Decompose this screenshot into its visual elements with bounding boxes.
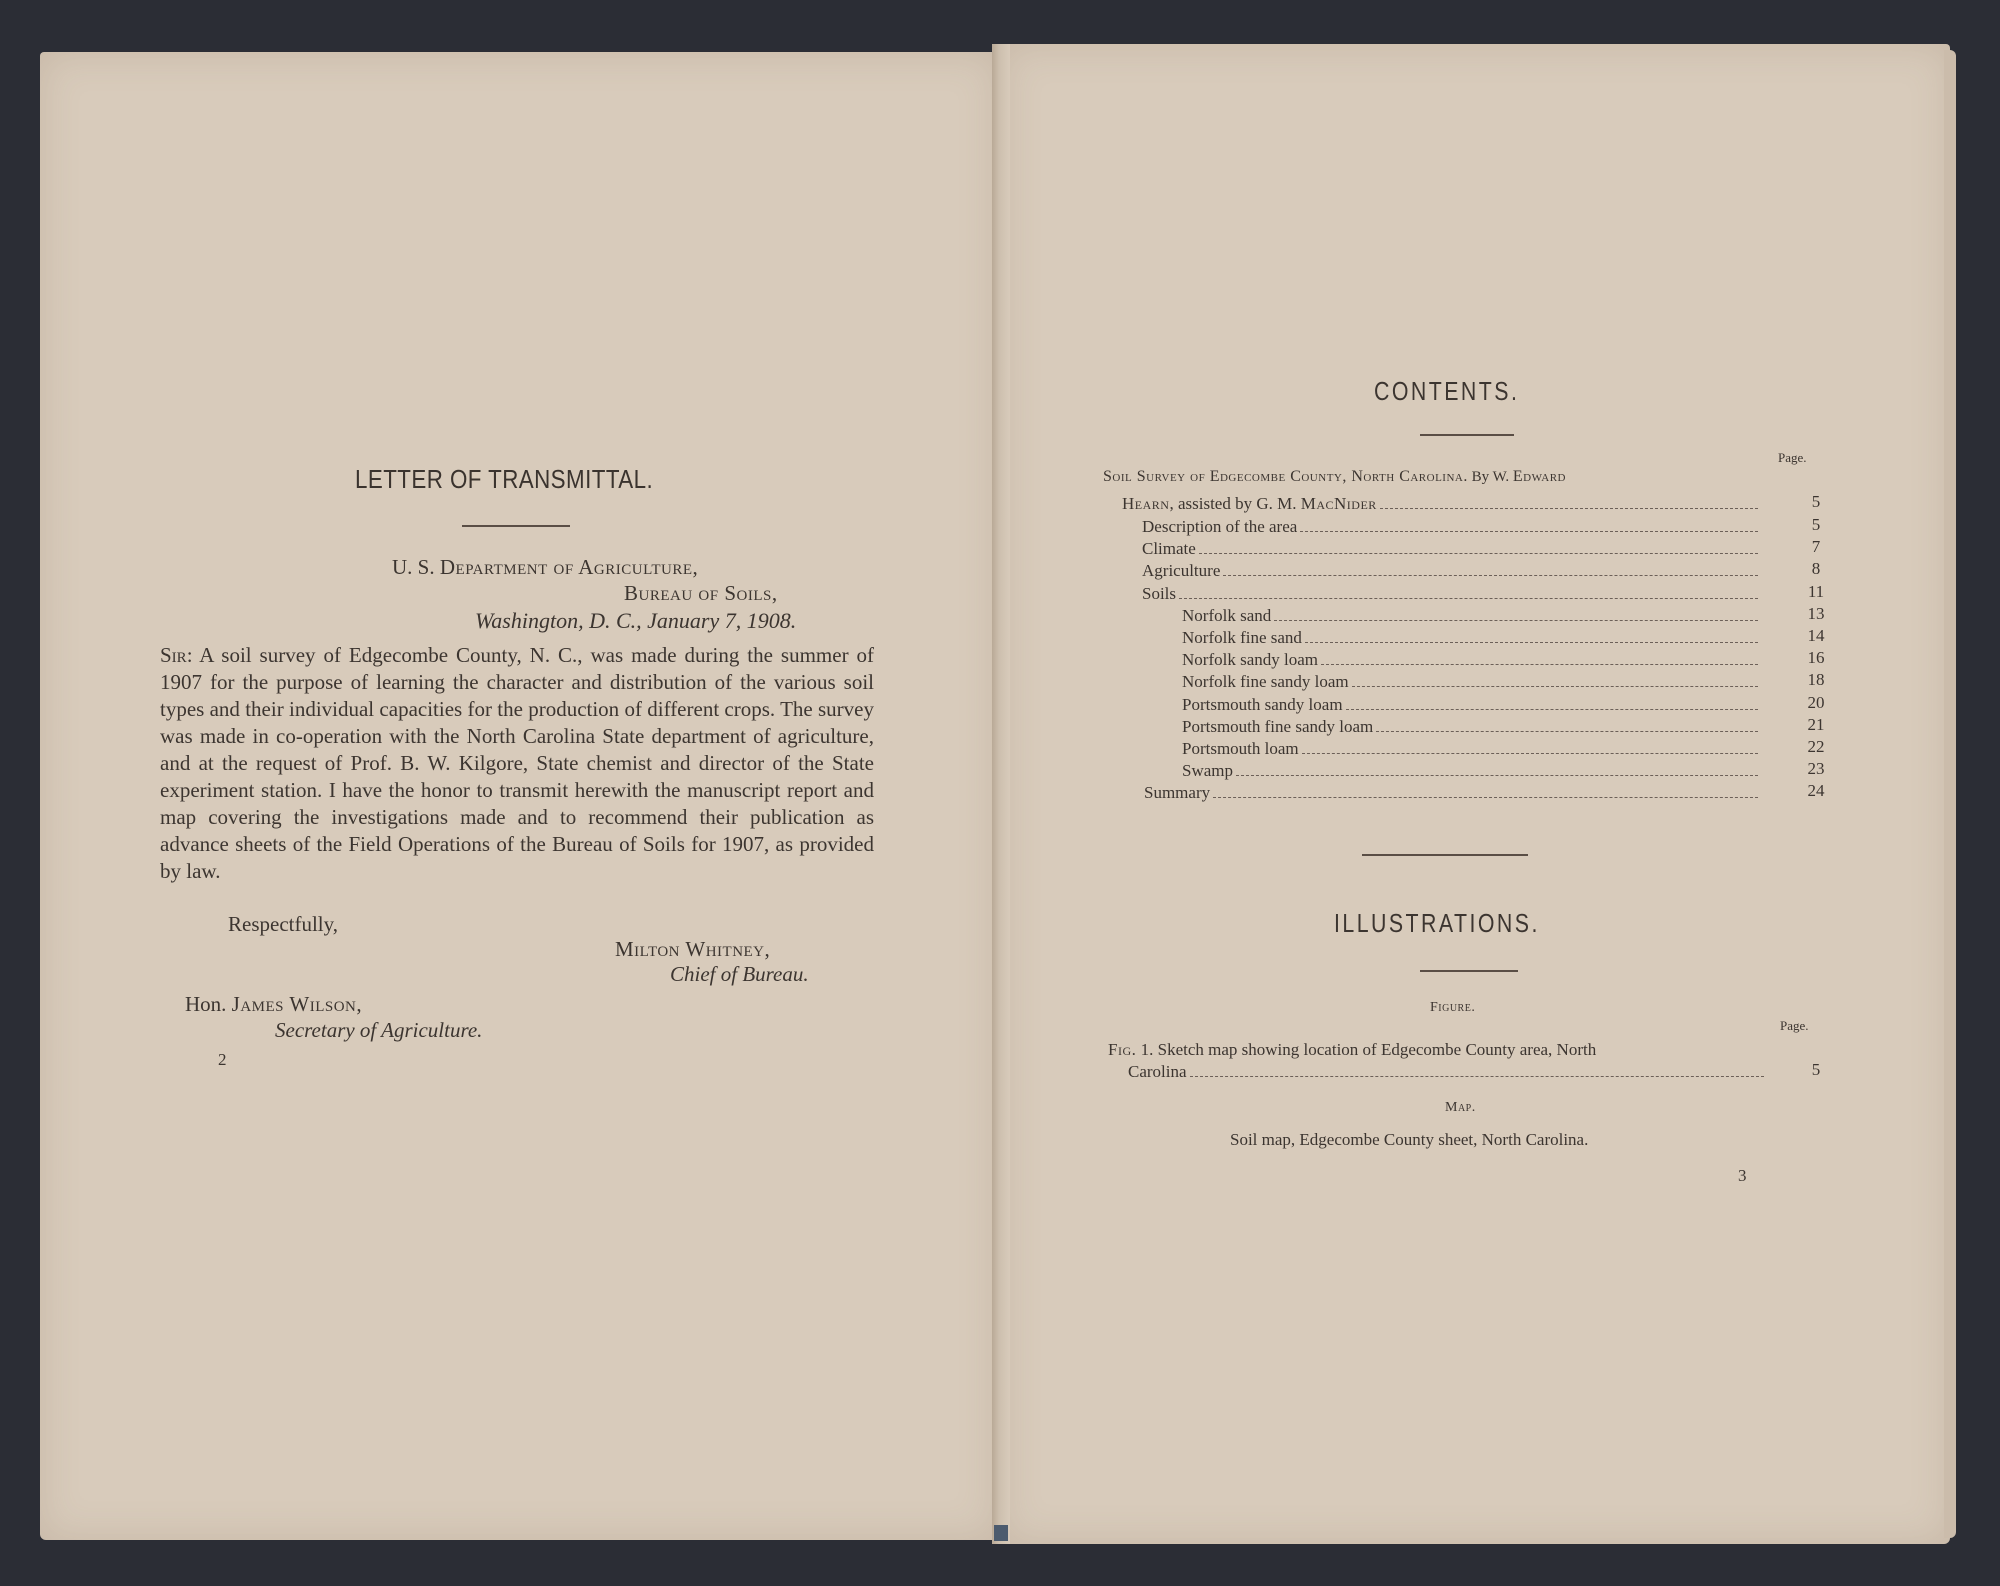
leader-dots — [1179, 598, 1758, 599]
toc-entry-label: Norfolk fine sandy loam — [1182, 672, 1349, 692]
leader-dots — [1213, 797, 1758, 798]
leader-dots — [1321, 664, 1758, 665]
toc-entry — [1142, 515, 1762, 537]
page-edge — [1944, 50, 1956, 1538]
leader-dots — [1236, 775, 1758, 776]
toc-entry-label: Norfolk fine sand — [1182, 628, 1302, 647]
toc-entry-label: Description of the area — [1142, 517, 1298, 536]
toc-entry — [1182, 715, 1762, 737]
toc-entry — [1182, 648, 1762, 670]
contents-title: CONTENTS. — [1374, 376, 1520, 406]
leader-dots — [1352, 686, 1758, 687]
salutation: Sir — [160, 643, 187, 667]
leader-dots — [1274, 620, 1758, 621]
leader-dots — [1190, 1076, 1764, 1077]
toc-main-heading: Soil Survey of Edgecombe County, North Carolina. By W. Edward — [1103, 468, 1566, 485]
toc-entry — [1182, 759, 1762, 781]
toc-entry — [1142, 537, 1762, 559]
toc-entry-page: 11 — [1807, 581, 1825, 601]
leader-dots — [1223, 575, 1758, 576]
toc-entry-label: Portsmouth loam — [1182, 739, 1299, 758]
leader-dots — [1300, 531, 1758, 532]
toc-entry — [1142, 582, 1762, 604]
toc-entry-page: 20 — [1807, 692, 1825, 712]
toc-entry-label: Swamp — [1182, 761, 1233, 781]
toc-entry-page: 16 — [1807, 648, 1825, 668]
leader-dots — [1305, 642, 1758, 643]
leader-dots — [1199, 553, 1758, 554]
toc-entry — [1144, 781, 1762, 803]
title-rule — [462, 525, 570, 527]
figure-entry-cont: Carolina — [1128, 1060, 1768, 1082]
contents-rule — [1420, 434, 1514, 436]
leader-dots — [1302, 753, 1758, 754]
letter-body — [160, 642, 874, 885]
toc-entry-label: Soils — [1142, 583, 1177, 603]
address-line-2: Bureau of Soils, — [624, 581, 778, 605]
map-entry: Soil map, Edgecombe County sheet, North Carolina. — [1230, 1130, 1589, 1149]
toc-entry-page: 7 — [1811, 537, 1821, 557]
toc-entry — [1182, 604, 1762, 626]
toc-entry-label: Norfolk sand — [1182, 605, 1272, 625]
toc-entry-label: Summary — [1144, 783, 1211, 803]
addressee-name: Hon. James Wilson, — [185, 992, 363, 1016]
addressee-title: Secretary of Agriculture. — [275, 1018, 483, 1042]
toc-entry-label: Climate — [1142, 539, 1196, 559]
toc-entry-page: 24 — [1807, 781, 1825, 801]
toc-entry-page: 5 — [1811, 515, 1821, 534]
illustrations-title: ILLUSTRATIONS. — [1334, 908, 1540, 938]
closing: Respectfully, — [228, 912, 339, 936]
address-line-1: U. S. Department of Agriculture, — [392, 555, 699, 579]
toc-entry — [1182, 693, 1762, 715]
toc-entry — [1182, 670, 1762, 692]
figure-page-number: 5 — [1811, 1060, 1821, 1079]
toc-main-heading-cont: Hearn, assisted by G. M. MacNider — [1122, 492, 1762, 514]
page-number-right: 3 — [1738, 1166, 1747, 1185]
illustrations-page-header: Page. — [1780, 1018, 1809, 1033]
toc-entry-page: 21 — [1807, 714, 1825, 734]
signer-name: Milton Whitney, — [615, 937, 771, 961]
toc-entry-page: 13 — [1807, 603, 1825, 623]
leader-dots — [1376, 731, 1758, 732]
figure-header: Figure. — [1430, 1000, 1476, 1015]
toc-entry-label: Portsmouth sandy loam — [1182, 694, 1343, 714]
toc-entry-page: 14 — [1807, 626, 1825, 645]
illustrations-rule — [1420, 970, 1518, 972]
map-header: Map. — [1445, 1100, 1476, 1115]
leader-dots — [1346, 709, 1758, 710]
toc-entry-label: Norfolk sandy loam — [1182, 650, 1318, 670]
toc-page-header: Page. — [1778, 450, 1807, 465]
toc-page-number: 5 — [1811, 492, 1821, 511]
toc-entry-page: 23 — [1807, 759, 1825, 779]
section-divider — [1362, 854, 1528, 856]
toc-entry-page: 22 — [1807, 737, 1825, 756]
toc-entry — [1182, 737, 1762, 759]
address-date-line: Washington, D. C., January 7, 1908. — [475, 608, 797, 633]
book-gutter — [992, 44, 1010, 1544]
page-number-left: 2 — [218, 1050, 227, 1069]
letter-title: LETTER OF TRANSMITTAL. — [355, 464, 654, 494]
toc-entry-label: Agriculture — [1142, 561, 1221, 581]
figure-entry: Fig. 1. Sketch map showing location of Edgecombe County area, North — [1108, 1040, 1597, 1059]
letter-text: : A soil survey of Edgecombe County, N. C., was made during the summer of 1907 for the purpose of learning the character and distribution of the various soil types and their individual capacities for the production of different crops. The survey was made in co-operation with the North Carolina State department of agriculture, and at the request of Prof. B. W. Kilgore, State chemist and director of the State experiment station. I have the honor to transmit herewith the manuscript report and map covering the investigations made and to recommend their publication as advance sheets of the Field Operations of the Bureau of Soils for 1907, as provided by law. — [160, 643, 874, 883]
toc-entry — [1182, 626, 1762, 648]
spine-cloth — [994, 1525, 1008, 1541]
toc-entry-page: 18 — [1807, 670, 1825, 690]
toc-entry — [1142, 559, 1762, 581]
toc-entry-page: 8 — [1811, 559, 1821, 579]
toc-entry-label: Portsmouth fine sandy loam — [1182, 716, 1374, 736]
leader-dots — [1380, 508, 1758, 509]
signer-title: Chief of Bureau. — [670, 962, 809, 986]
